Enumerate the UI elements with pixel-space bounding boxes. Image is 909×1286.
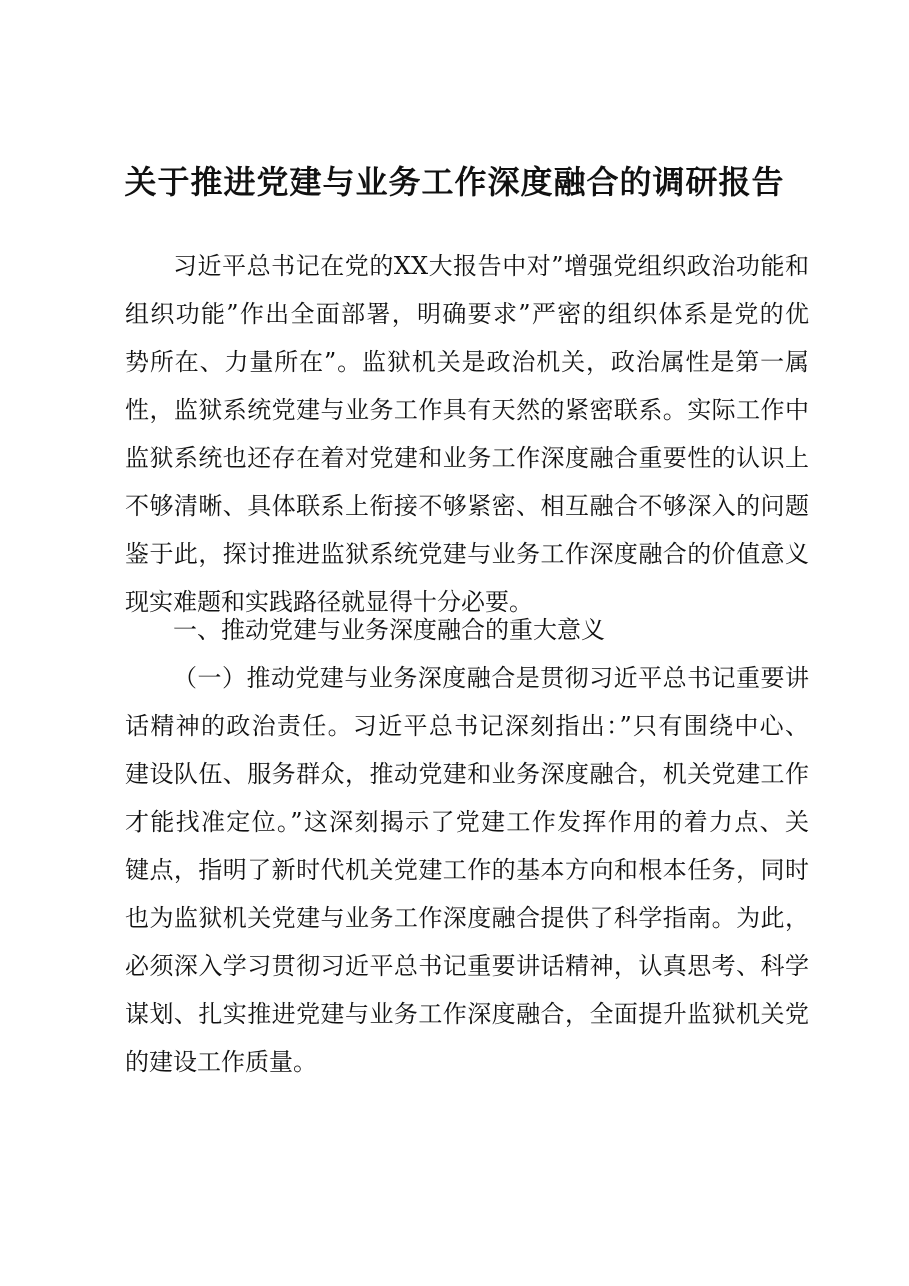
paragraph-line: 谋划、扎实推进党建与业务工作深度融合，全面提升监狱机关党 bbox=[125, 1000, 809, 1028]
paragraph-intro bbox=[125, 242, 809, 626]
paragraph-line: 话精神的政治责任。习近平总书记深刻指出：”只有围绕中心、 bbox=[125, 712, 809, 740]
paragraph-line: 也为监狱机关党建与业务工作深度融合提供了科学指南。为此， bbox=[125, 904, 809, 932]
paragraph-line: 才能找准定位。”这深刻揭示了党建工作发挥作用的着力点、关 bbox=[125, 808, 809, 836]
paragraph-line: 鉴于此，探讨推进监狱系统党建与业务工作深度融合的价值意义 bbox=[125, 540, 809, 568]
paragraph-line: 的建设工作质量。 bbox=[125, 1048, 317, 1076]
paragraph-line: 习近平总书记在党的XX大报告中对”增强党组织政治功能和 bbox=[173, 252, 809, 280]
paragraph-line: 不够清晰、具体联系上衔接不够紧密、相互融合不够深入的问题 bbox=[125, 492, 809, 520]
paragraph-line: （一）推动党建与业务深度融合是贯彻习近平总书记重要讲 bbox=[173, 664, 809, 692]
paragraph-line: 必须深入学习贯彻习近平总书记重要讲话精神，认真思考、科学 bbox=[125, 952, 809, 980]
paragraph-line: 监狱系统也还存在着对党建和业务工作深度融合重要性的认识上 bbox=[125, 444, 809, 472]
section-heading-text: 一、推动党建与业务深度融合的重大意义 bbox=[173, 616, 605, 644]
section-heading bbox=[125, 606, 809, 654]
paragraph-subsection-1 bbox=[125, 654, 809, 1086]
paragraph-line: 势所在、力量所在”。监狱机关是政治机关，政治属性是第一属 bbox=[125, 348, 809, 376]
paragraph-line: 组织功能”作出全面部署，明确要求”严密的组织体系是党的优 bbox=[125, 300, 809, 328]
paragraph-line: 现实难题和实践路径就显得十分必要。 bbox=[125, 588, 533, 616]
paragraph-line: 键点，指明了新时代机关党建工作的基本方向和根本任务，同时 bbox=[125, 856, 809, 884]
document-title: 关于推进党建与业务工作深度融合的调研报告 bbox=[124, 163, 785, 201]
paragraph-line: 建设队伍、服务群众，推动党建和业务深度融合，机关党建工作 bbox=[125, 760, 809, 788]
paragraph-line: 性，监狱系统党建与业务工作具有天然的紧密联系。实际工作中 bbox=[125, 396, 809, 424]
